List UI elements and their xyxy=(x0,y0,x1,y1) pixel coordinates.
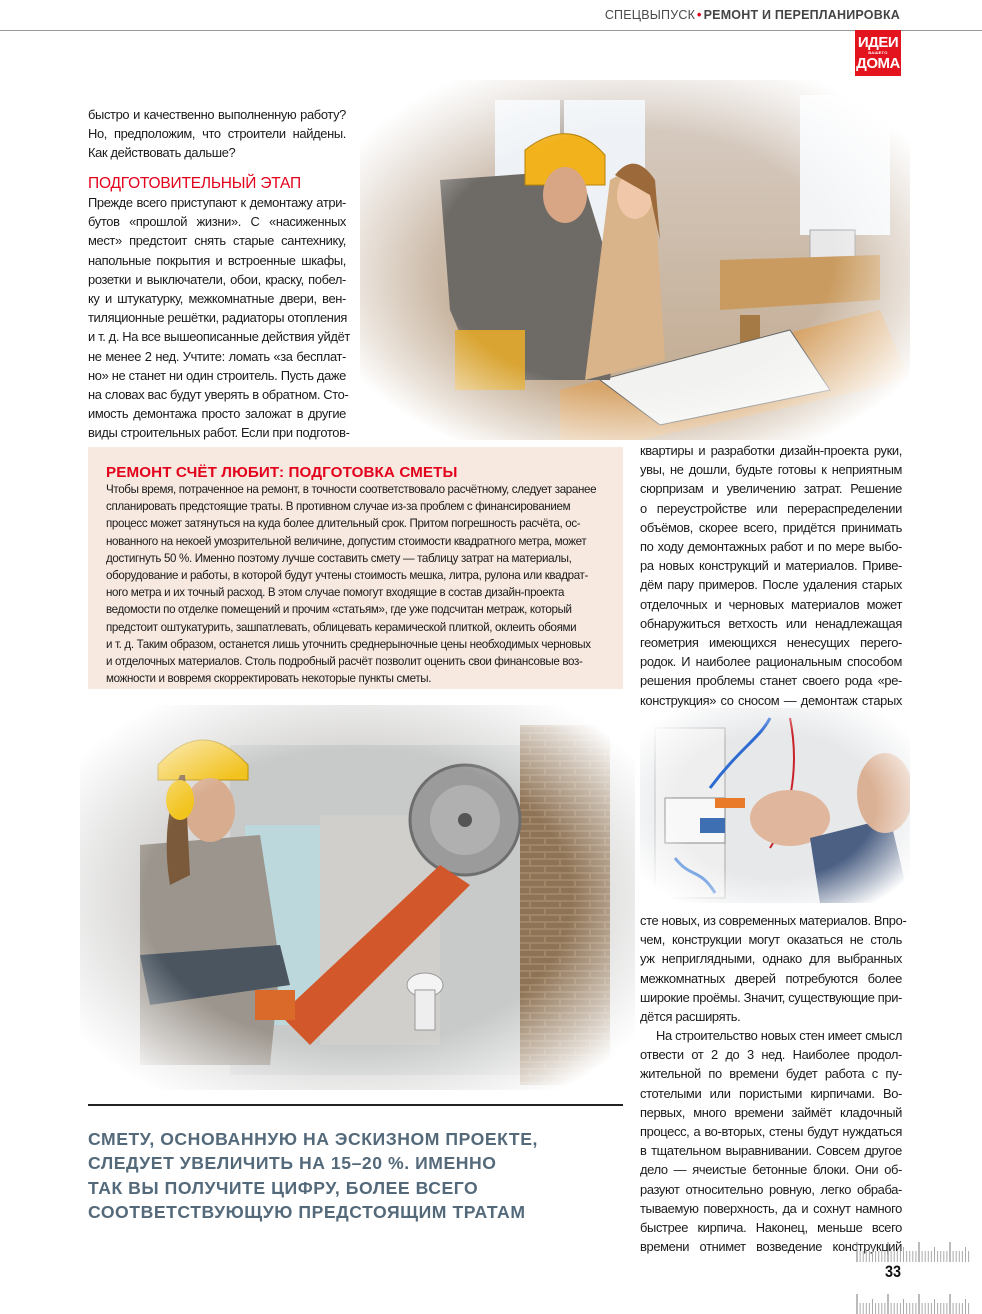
text-line: быстро и качественно выполненную работу? xyxy=(88,107,346,122)
logo-line-2: ВАШЕГО xyxy=(868,50,888,55)
text-line: обнаружиться ветхость или ненадлежащая xyxy=(640,615,902,631)
header-separator: • xyxy=(697,8,702,22)
text-line: квартиры и разработки дизайн-проекта руки, xyxy=(640,443,902,458)
pull-quote-line: ТАК ВЫ ПОЛУЧИТЕ ЦИФРУ, БОЛЕЕ ВСЕГО xyxy=(88,1177,479,1198)
text-line: нованного на некоей умозрительной величине, допустим стоимости квадратного метра, может xyxy=(106,534,587,548)
text-line: Но, предположим, что строители найдены. xyxy=(88,126,346,142)
text-line: решения проблемы станет своего рода «ре- xyxy=(640,673,902,689)
text-line: увы, не дошли, будьте готовы к неприятным xyxy=(640,462,902,478)
text-line: уж неприглядными, однако для выбранных xyxy=(640,951,902,967)
text-line: родок. И наиболее рациональным способом xyxy=(640,654,902,670)
text-line: мест» предстоит снять старые сантехнику, xyxy=(88,233,346,249)
sidebar-title: РЕМОНТ СЧЁТ ЛЮБИТ: ПОДГОТОВКА СМЕТЫ xyxy=(106,464,458,481)
illustration-wall-saw xyxy=(80,705,635,1090)
text-line: отделочных и черновых материалов может xyxy=(640,596,902,612)
text-line: но» не станет ни один строитель. Пусть даже xyxy=(88,367,346,383)
text-line: Чтобы время, потраченное на ремонт, в точности соответствовало расчётному, следует заранее xyxy=(106,483,597,496)
ruler-bottom-decoration xyxy=(855,1290,970,1314)
header-section: СПЕЦВЫПУСК xyxy=(604,8,696,22)
text-line: отвести от 2 до 3 нед. Наиболее продол- xyxy=(640,1047,902,1063)
pull-quote xyxy=(88,1127,628,1224)
text-line: виды строительных работ. Если при подготов- xyxy=(88,425,350,441)
text-line: и отделочных материалов. Столь подробный расчёт позволит оценить свои финансовые воз- xyxy=(106,655,583,669)
text-line: жительной по времени будет работа с пу- xyxy=(640,1066,902,1082)
text-line: первых, много времени займёт кладочный xyxy=(640,1104,902,1120)
text-line: достигнуть 50 %. Именно поэтому лучше составить смету — таблицу затрат на материалы, xyxy=(106,551,572,565)
text-line: быстрее кирпича. Наконец, меньше всего xyxy=(640,1220,902,1236)
text-line: дём пару примеров. После удаления старых xyxy=(640,577,902,593)
text-line: Как действовать дальше? xyxy=(88,145,236,161)
preparation-paragraph xyxy=(88,193,350,462)
text-line: ведомости по отделке помещений и прочим «статьям», где уже подсчитан метраж, который xyxy=(106,603,572,617)
text-line: процесс может затянуться на куда более длительный срок. Притом погрешность расчёта, ос- xyxy=(106,517,581,531)
right-paragraph-3 xyxy=(640,1026,902,1256)
text-line: времени отнимет возведение конструкций xyxy=(640,1239,902,1255)
logo-line-3: ДОМА xyxy=(856,55,900,72)
pull-quote-line: СЛЕДУЕТ УВЕЛИЧИТЬ НА 15–20 %. ИМЕННО xyxy=(88,1153,497,1174)
text-line: стотелыми или пористыми кирпичами. Во- xyxy=(640,1085,902,1101)
text-line: о переустройстве или перераспределении xyxy=(640,500,902,516)
running-header xyxy=(605,8,900,22)
sidebar-estimate-box xyxy=(88,447,623,689)
text-line: ного метра и их точный расход. В этом случае помогут входящие в состав дизайн-проекта xyxy=(106,586,565,600)
text-line: ра новых конструкций и материалов. Приве- xyxy=(640,558,902,574)
text-line: в тщательном выравнивании. Совсем другое xyxy=(640,1143,902,1159)
text-line: спланировать предстоящие траты. В противном случае из-за проблем с финансированием xyxy=(106,500,571,514)
text-line: и т. д. Таким образом, останется лишь уточнить среднерыночные цены необходимых черновых xyxy=(106,637,591,651)
text-line: межкомнатных дверей потребуются более xyxy=(640,970,902,986)
text-line: процесс, а во-вторых, стены будут нуждаться xyxy=(640,1124,902,1140)
sidebar-body xyxy=(106,481,608,687)
text-line: можности и вовремя скорректировать некоторые пункты сметы. xyxy=(106,672,432,686)
text-line: на словах вас будут уверять в обратном. Сто- xyxy=(88,387,349,403)
intro-paragraph xyxy=(88,105,346,163)
text-line: тываемую поверхность, да и сохнут намного xyxy=(640,1200,902,1216)
ruler-top-decoration xyxy=(855,1238,970,1262)
text-line: дело — ячеистые бетонные блоки. Они об- xyxy=(640,1162,902,1178)
text-line: На строительство новых стен имеет смысл xyxy=(656,1028,902,1043)
text-line: Прежде всего приступают к демонтажу атри- xyxy=(88,195,346,210)
text-line: объёмов, скорее всего, придётся принимать xyxy=(640,519,902,535)
illustration-electrician xyxy=(640,708,910,903)
text-line: не менее 2 нед. Учтите: ломать «за бесплат- xyxy=(88,348,346,364)
text-line: ку и штукатурку, межкомнатные двери, вен- xyxy=(88,291,346,307)
text-line: чем, конструкции могут оказаться не столь xyxy=(640,932,902,948)
text-line: имость демонтажа просто заложат в другие xyxy=(88,406,346,422)
text-line: сюрпризам и увеличению затрат. Решение xyxy=(640,481,902,497)
logo-line-1: ИДЕИ xyxy=(857,34,899,51)
text-line: тиляционные решётки, радиаторы отопления xyxy=(88,310,348,326)
right-paragraph-1 xyxy=(640,441,902,729)
text-line: конструкция» со сносом — демонтаж старых xyxy=(640,692,902,708)
text-line: бутов «прошлой жизни». С «насиженных xyxy=(88,214,346,230)
text-line: дётся расширять. xyxy=(640,1009,741,1025)
text-line: сте новых, из современных материалов. Впро- xyxy=(640,913,907,928)
header-rule xyxy=(0,30,982,31)
text-line: широкие проёмы. Значит, существующие при- xyxy=(640,989,902,1005)
text-line: геометрия имеющихся ненесущих перего- xyxy=(640,635,902,651)
text-line: разуют относительно ровную, легко обраба- xyxy=(640,1181,902,1197)
section-heading: ПОДГОТОВИТЕЛЬНЫЙ ЭТАП xyxy=(88,175,301,192)
header-topic: РЕМОНТ И ПЕРЕПЛАНИРОВКА xyxy=(703,8,900,22)
pull-quote-rule xyxy=(88,1104,623,1106)
text-line: напольные покрытия и встроенные шкафы, xyxy=(88,252,346,268)
text-line: розетки и выключатели, обои, краску, побел- xyxy=(88,271,346,287)
text-line: и т. д. На все вышеописанные действия уйдёт xyxy=(88,329,350,345)
page-number: 33 xyxy=(885,1262,902,1281)
illustration-plans xyxy=(360,80,910,440)
text-line: по ходу демонтажных работ и по мере выбо- xyxy=(640,539,902,555)
text-line: оборудование и работы, в которой будут учтены стоимость мешка, литра, рулона или квадрат- xyxy=(106,569,589,583)
text-line: предстоит оштукатурить, зашпатлевать, облицевать керамической плиткой, оклеить обоями xyxy=(106,620,577,634)
pull-quote-line: СООТВЕТСТВУЮЩУЮ ПРЕДСТОЯЩИМ ТРАТАМ xyxy=(88,1201,526,1222)
right-paragraph-2 xyxy=(640,911,907,1026)
pull-quote-line: СМЕТУ, ОСНОВАННУЮ НА ЭСКИЗНОМ ПРОЕКТЕ, xyxy=(88,1129,538,1149)
magazine-logo xyxy=(855,30,901,76)
